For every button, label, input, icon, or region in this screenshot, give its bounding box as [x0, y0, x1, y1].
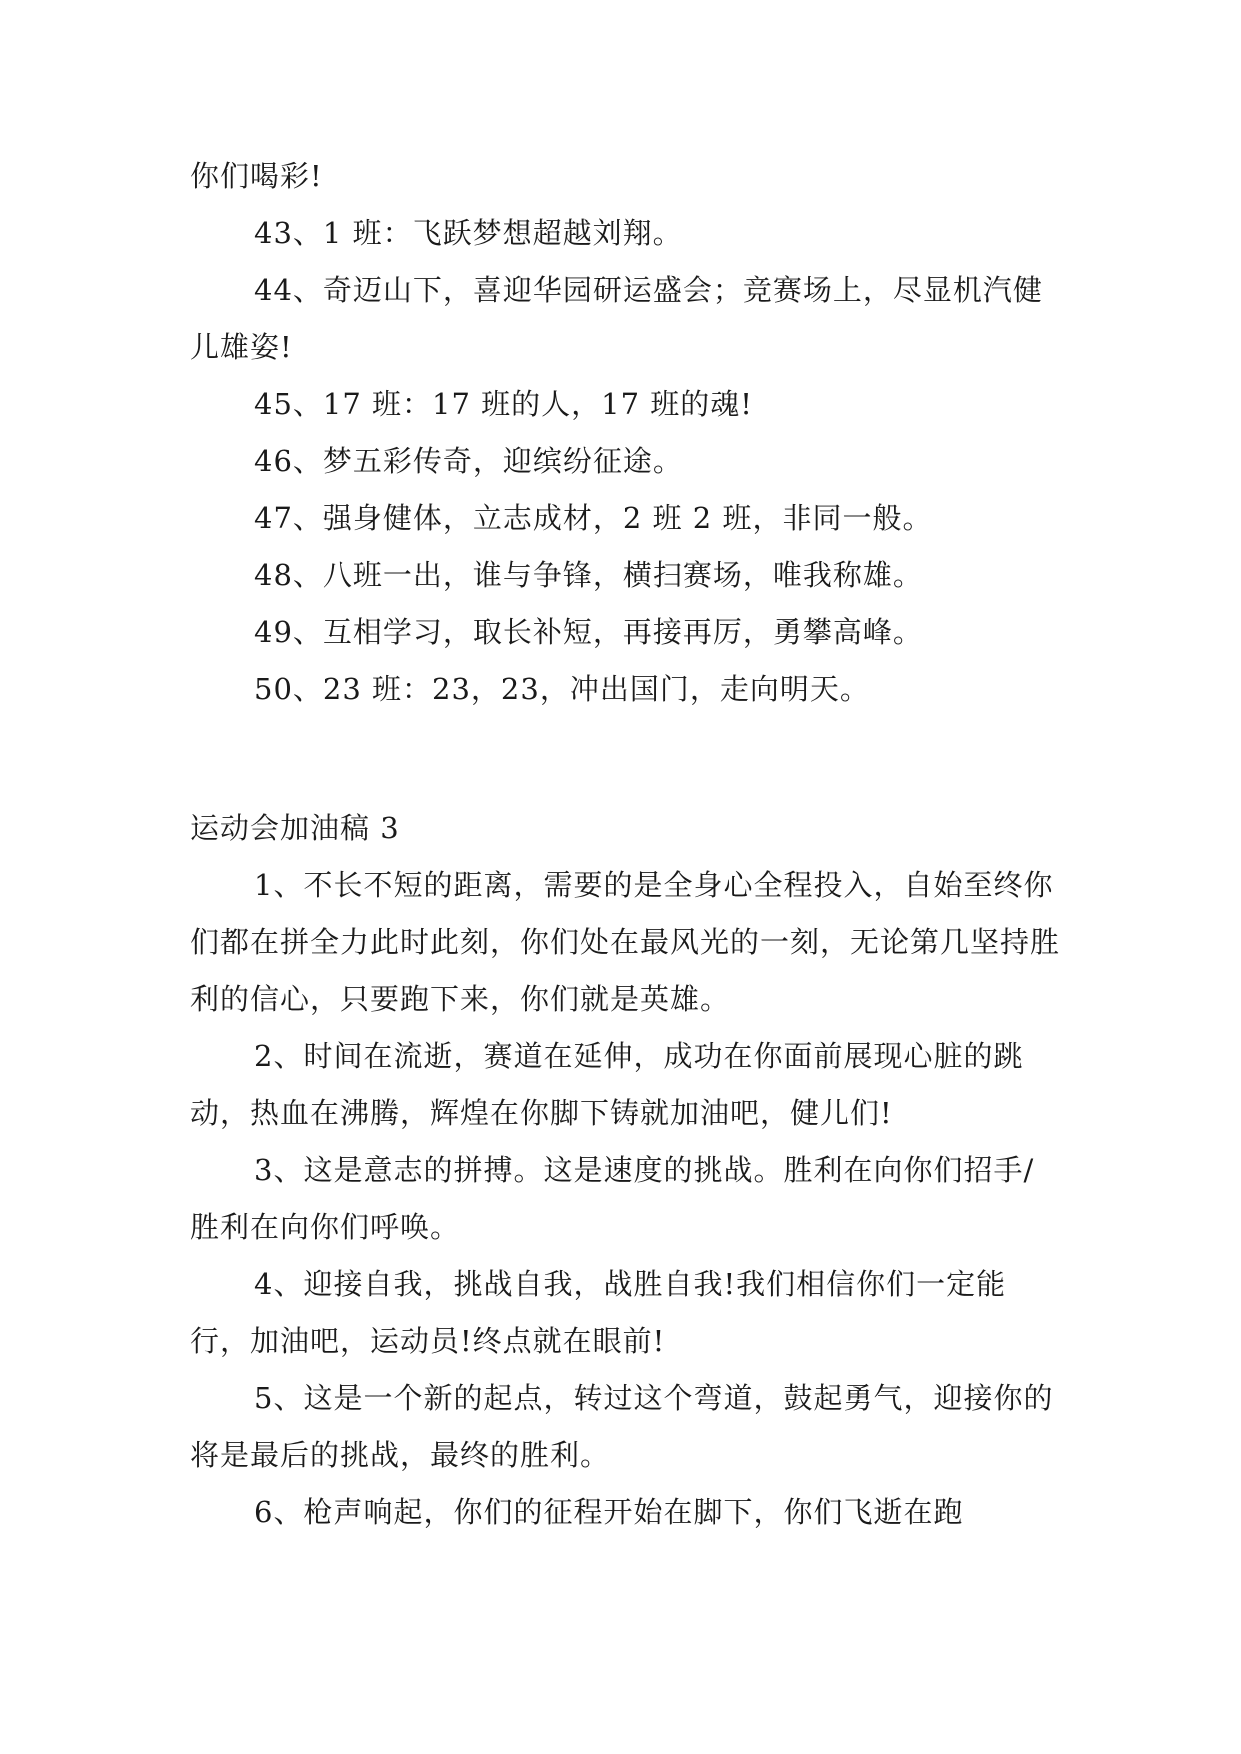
slogan-item-43: 43、1 班：飞跃梦想超越刘翔。: [254, 216, 683, 250]
slogan-item-45: 45、17 班：17 班的人，17 班的魂!: [254, 387, 753, 421]
cheer-item-6: 6、枪声响起，你们的征程开始在脚下，你们飞逝在跑: [254, 1495, 964, 1529]
slogan-item-48: 48、八班一出，谁与争锋，横扫赛场，唯我称雄。: [254, 558, 923, 592]
slogan-item-44: 44、奇迈山下，喜迎华园研运盛会；竞赛场上，尽显机汽健儿雄姿!: [190, 273, 1043, 364]
cheer-item-5: 5、这是一个新的起点，转过这个弯道，鼓起勇气，迎接你的将是最后的挑战，最终的胜利。: [190, 1381, 1054, 1472]
cheer-item-3: 3、这是意志的拼搏。这是速度的挑战。胜利在向你们招手/胜利在向你们呼唤。: [190, 1153, 1035, 1244]
slogan-item-46: 46、梦五彩传奇，迎缤纷征途。: [254, 444, 683, 478]
section-title: 运动会加油稿 3: [190, 811, 400, 845]
continued-fragment: 你们喝彩!: [190, 159, 323, 193]
slogan-item-49: 49、互相学习，取长补短，再接再厉，勇攀高峰。: [254, 615, 923, 649]
slogan-item-47: 47、强身健体，立志成材，2 班 2 班，非同一般。: [254, 501, 933, 535]
cheer-item-1: 1、不长不短的距离，需要的是全身心全程投入，自始至终你们都在拼全力此时此刻，你们处在最风光的一刻，无论第几坚持胜利的信心，只要跑下来，你们就是英雄。: [190, 868, 1061, 1016]
slogan-item-50: 50、23 班：23，23，冲出国门，走向明天。: [254, 672, 870, 706]
document-body-section3: [190, 800, 1060, 1541]
cheer-item-4: 4、迎接自我，挑战自我，战胜自我!我们相信你们一定能行，加油吧，运动员!终点就在眼前!: [190, 1267, 1007, 1358]
cheer-item-2: 2、时间在流逝，赛道在延伸，成功在你面前展现心脏的跳动，热血在沸腾，辉煌在你脚下铸就加油吧，健儿们!: [190, 1039, 1024, 1130]
document-body-top: [190, 148, 1060, 718]
